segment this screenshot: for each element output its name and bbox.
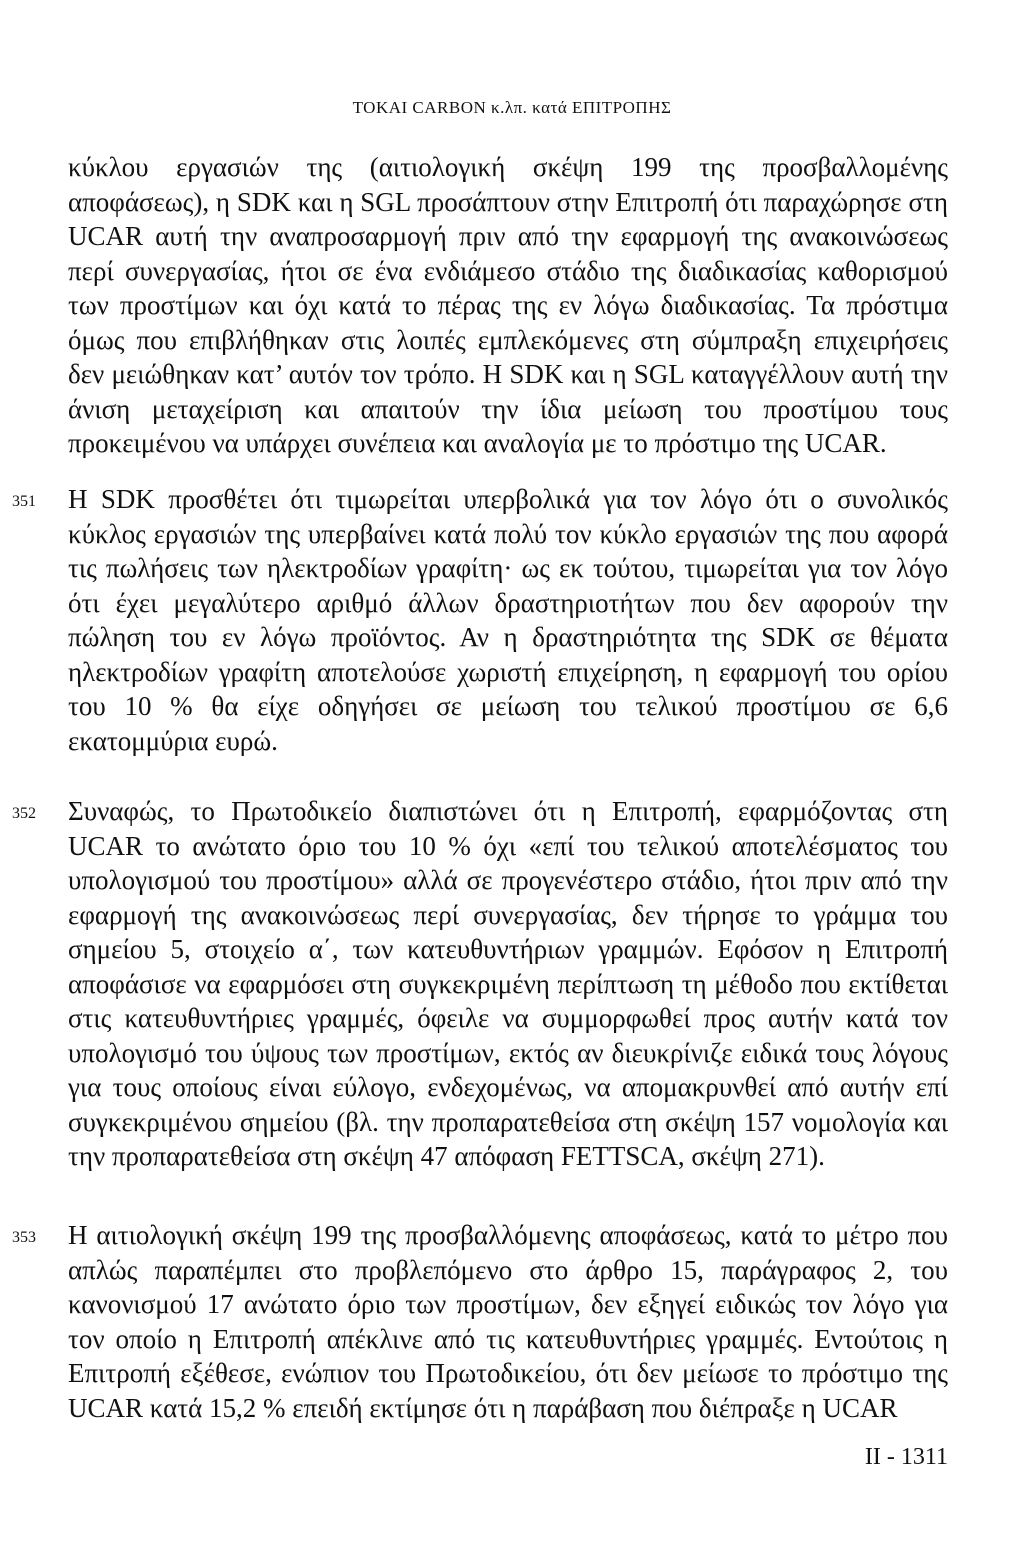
paragraph-352: Συναφώς, το Πρωτοδικείο διαπιστώνει ότι η Επιτροπή, εφαρμόζοντας στη UCAR το ανώτατο όριο του 10 % όχι «επί του τελικού αποτελέσματος του υπολογισμού του προστίμου» αλλά σε προγενέστερο στάδιο, ήτοι πριν από την εφαρμογή της ανακοινώσεως περί συνεργασίας, δεν τήρησε το γράμμα του σημείου 5, στοιχείο α΄, των κατευθυντήριων γραμμών. Εφόσον η Επιτροπή αποφάσισε να εφαρμόσει στη συγκεκριμένη περίπτωση τη μέθοδο που εκτίθεται στις κατευθυντήριες γραμμές, όφειλε να συμμορφωθεί προς αυτήν κατά τον υπολογισμό του ύψους των προστίμων, εκτός αν διευκρίνιζε ειδικά τους λόγους για τους οποίους είναι εύλογο, ενδεχομένως, να απομακρυνθεί από αυτήν επί συγκεκριμένου σημείου (βλ. την προπαρατεθείσα στη σκέψη 157 νομολογία και την προπαρατεθείσα στη σκέψη 47 απόφαση FETTSCA, σκέψη 271). [68, 796, 948, 1171]
paragraph-continuation: κύκλου εργασιών της (αιτιολογική σκέψη 199 της προσβαλλομένης αποφάσεως), η SDK και η SGL προσάπτουν στην Επιτροπή ότι παραχώρησε στη UCAR αυτή την αναπροσαρμογή πριν από την εφαρμογή της ανακοινώσεως περί συνεργασίας, ήτοι σε ένα ενδιάμεσο στάδιο της διαδικασίας καθορισμού των προστίμων και όχι κατά το πέρας της εν λόγω διαδικασίας. Τα πρόστιμα όμως που επιβλήθηκαν στις λοιπές εμπλεκόμενες στη σύμπραξη επιχειρήσεις δεν μειώθηκαν κατ’ αυτόν τον τρόπο. Η SDK και η SGL καταγγέλλουν αυτή την άνιση μεταχείριση και απαιτούν την ίδια μείωση του προστίμου τους προκειμένου να υπάρχει συνέπεια και αναλογία με το πρόστιμο της UCAR. [68, 152, 948, 458]
paragraph-351: Η SDK προσθέτει ότι τιμωρείται υπερβολικά για τον λόγο ότι ο συνολικός κύκλος εργασιών της υπερβαίνει κατά πολύ τον κύκλο εργασιών της που αφορά τις πωλήσεις των ηλεκτροδίων γραφίτη· ως εκ τούτου, τιμωρείται για τον λόγο ότι έχει μεγαλύτερο αριθμό άλλων δραστηριοτήτων που δεν αφορούν την πώληση του εν λόγω προϊόντος. Αν η δραστηριότητα της SDK σε θέματα ηλεκτροδίων γραφίτη αποτελούσε χωριστή επιχείρηση, η εφαρμογή του ορίου του 10 % θα είχε οδηγήσει σε μείωση του τελικού προστίμου σε 6,6 εκατομμύρια ευρώ. [68, 484, 948, 756]
running-header: ΤΟΚΑΙ CARBON κ.λπ. κατά ΕΠΙΤΡΟΠΗΣ [352, 98, 672, 117]
paragraph-number-351: 351 [12, 493, 36, 510]
paragraph-number-352: 352 [12, 805, 36, 822]
paragraph-353: Η αιτιολογική σκέψη 199 της προσβαλλόμενης αποφάσεως, κατά το μέτρο που απλώς παραπέμπει στο προβλεπόμενο στο άρθρο 15, παράγραφος 2, του κανονισμού 17 ανώτατο όριο των προστίμων, δεν εξηγεί ειδικώς τον λόγο για τον οποίο η Επιτροπή απέκλινε από τις κατευθυντήριες γραμμές. Εντούτοις η Επιτροπή εξέθεσε, ενώπιον του Πρωτοδικείου, ότι δεν μείωσε το πρόστιμο της UCAR κατά 15,2 % επειδή εκτίμησε ότι η παράβαση που διέπραξε η UCAR [68, 1220, 948, 1423]
page-number: II - 1311 [864, 1444, 948, 1470]
paragraph-number-353: 353 [12, 1229, 36, 1246]
